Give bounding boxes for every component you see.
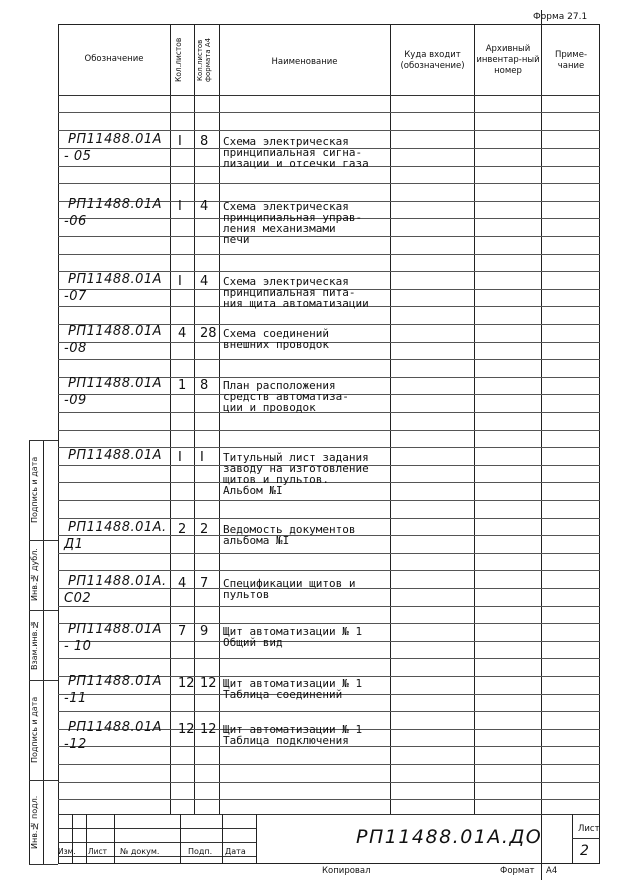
grid-line xyxy=(58,711,600,712)
tb-data: Дата xyxy=(225,847,246,856)
side-inv-dubl: Инв.№ дубл. xyxy=(30,548,39,602)
row-name: Схема электрическая принципиальная сигна- лизации и отсечки газа xyxy=(223,135,369,170)
grid-line xyxy=(58,183,600,184)
row-code: РП11488.01А. xyxy=(68,574,167,589)
row-a4: 4 xyxy=(200,199,209,214)
header-name: Наименование xyxy=(271,57,338,67)
row-a4: 7 xyxy=(200,576,209,591)
col-divider xyxy=(170,24,171,814)
header-designation: Обозначение xyxy=(84,54,144,64)
header-where-used: Куда входит (обозначение) xyxy=(400,50,465,71)
row-code: РП11488.01А xyxy=(68,448,163,463)
col-divider xyxy=(474,24,475,814)
tb-sheet-label: Лист xyxy=(578,824,600,834)
row-code: РП11488.01А xyxy=(68,376,163,391)
row-code: РП11488.01А xyxy=(68,132,163,147)
row-code: РП11488.01А xyxy=(68,324,163,339)
title-block-line xyxy=(58,828,256,829)
row-name: Схема электрическая принципиальная управ- ления механизмами печи xyxy=(223,200,363,246)
title-block-line xyxy=(58,856,256,857)
row-code-suffix: Д1 xyxy=(64,537,84,552)
grid-line xyxy=(58,112,600,113)
title-block-col xyxy=(86,814,87,864)
grid-line xyxy=(58,359,600,360)
header-sheet-count-a4: Кол.листов формата А4 xyxy=(196,37,212,83)
row-name: Титульный лист задания заводу на изготовление щитов и пультов. Альбом №I xyxy=(223,451,369,497)
row-sheets: I xyxy=(178,199,182,214)
tb-sheet-number: 2 xyxy=(580,843,590,859)
row-name: Щит автоматизации № 1 Таблица соединений xyxy=(223,677,363,701)
tb-podp: Подп. xyxy=(188,847,213,856)
row-a4: 8 xyxy=(200,134,209,149)
row-code-suffix: -08 xyxy=(64,341,87,356)
row-a4: 12 xyxy=(200,722,217,737)
side-stamp-line xyxy=(29,610,58,611)
grid-line xyxy=(58,254,600,255)
row-sheets: I xyxy=(178,274,182,289)
title-block-col xyxy=(572,814,573,864)
row-a4: 12 xyxy=(200,676,217,691)
header-bottom-line xyxy=(58,95,600,96)
row-sheets: I xyxy=(178,134,182,149)
col-divider xyxy=(219,24,220,814)
form-label: Форма 27.1 xyxy=(533,12,588,22)
row-code: РП11488.01А xyxy=(68,720,163,735)
row-code: РП11488.01А xyxy=(68,197,163,212)
col-divider xyxy=(390,24,391,814)
row-sheets: 4 xyxy=(178,576,187,591)
row-code-suffix: -06 xyxy=(64,214,87,229)
title-block-line xyxy=(58,842,256,843)
col-divider xyxy=(194,24,195,814)
side-stamp-line xyxy=(29,780,58,781)
row-code: РП11488.01А xyxy=(68,674,163,689)
title-block-col xyxy=(114,814,115,864)
row-code-suffix: - 05 xyxy=(64,149,92,164)
tb-izm: Изм. xyxy=(58,847,76,856)
title-block-col xyxy=(180,814,181,864)
side-podpis-data-bottom: Подпись и дата xyxy=(30,696,39,764)
title-block-line xyxy=(572,838,600,839)
footer-format-label: Формат xyxy=(500,866,535,876)
row-a4: 2 xyxy=(200,522,209,537)
grid-line xyxy=(58,553,600,554)
side-stamp-border xyxy=(43,440,44,864)
header-sheet-count: Кол.листов xyxy=(174,37,183,83)
title-block-col xyxy=(72,814,73,864)
row-name: Спецификации щитов и пультов xyxy=(223,577,356,601)
row-a4: I xyxy=(200,450,204,465)
row-code: РП11488.01А. xyxy=(68,520,167,535)
row-code-suffix: -11 xyxy=(64,691,87,706)
row-code: РП11488.01А xyxy=(68,622,163,637)
row-sheets: 4 xyxy=(178,326,187,341)
title-block-col xyxy=(256,814,257,864)
side-stamp-line xyxy=(29,864,58,865)
grid-line xyxy=(58,799,600,800)
row-sheets: 2 xyxy=(178,522,187,537)
row-code-suffix: - 10 xyxy=(64,639,92,654)
row-sheets: 1 xyxy=(178,378,187,393)
row-name: Схема соединений внешних проводок xyxy=(223,327,329,351)
col-divider xyxy=(541,10,542,880)
footer-format-value: А4 xyxy=(546,866,558,876)
row-code-suffix: -09 xyxy=(64,393,87,408)
title-block-top xyxy=(58,814,600,815)
side-stamp-line xyxy=(29,680,58,681)
row-code-suffix: С02 xyxy=(64,591,92,606)
footer-copied: Копировал xyxy=(322,866,371,876)
grid-line xyxy=(58,500,600,501)
tb-doc-no: № докум. xyxy=(120,847,160,856)
row-sheets: I xyxy=(178,450,182,465)
header-archive-number: Архивный инвентар-ный номер xyxy=(476,44,540,76)
row-a4: 28 xyxy=(200,326,217,341)
side-stamp-line xyxy=(29,440,58,441)
row-a4: 4 xyxy=(200,274,209,289)
grid-line xyxy=(58,782,600,783)
row-code: РП11488.01А xyxy=(68,272,163,287)
row-name: Ведомость документов альбома №I xyxy=(223,523,356,547)
row-a4: 9 xyxy=(200,624,209,639)
row-sheets: 12 xyxy=(178,676,195,691)
grid-line xyxy=(58,130,600,131)
row-sheets: 7 xyxy=(178,624,187,639)
row-name: Щит автоматизации № 1 Общий вид xyxy=(223,625,363,649)
side-inv-podl: Инв.№ подл. xyxy=(30,795,39,849)
side-podpis-data-top: Подпись и дата xyxy=(30,456,39,524)
side-stamp-line xyxy=(29,540,58,541)
row-name: Щит автоматизации № 1 Таблица подключения xyxy=(223,723,363,747)
row-code-suffix: -12 xyxy=(64,737,87,752)
grid-line xyxy=(58,570,600,571)
title-block-col xyxy=(222,814,223,864)
grid-line xyxy=(58,658,600,659)
grid-line xyxy=(58,606,600,607)
row-sheets: 12 xyxy=(178,722,195,737)
grid-line xyxy=(58,518,600,519)
row-name: План расположения средств автоматиза- ции и проводок xyxy=(223,379,349,414)
side-vzam-inv: Взам.инв.№ xyxy=(30,620,39,670)
tb-list: Лист xyxy=(88,847,108,856)
grid-line xyxy=(58,430,600,431)
grid-line xyxy=(58,764,600,765)
tb-designation: РП11488.01А.ДО xyxy=(356,826,543,848)
grid-line xyxy=(58,342,600,343)
row-code-suffix: -07 xyxy=(64,289,87,304)
row-name: Схема электрическая принципиальная пита- ния щита автоматизации xyxy=(223,275,369,310)
header-note: Приме-чание xyxy=(554,50,588,71)
row-a4: 8 xyxy=(200,378,209,393)
